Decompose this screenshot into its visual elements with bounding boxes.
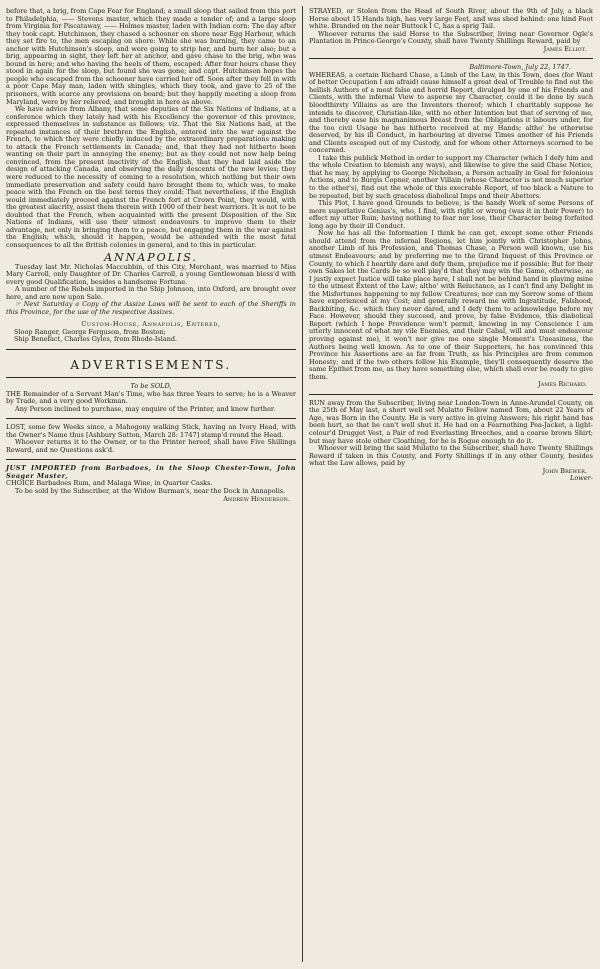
notice-now-he-has: Now he has all the Information I think he can get, except some other Friends should attend from the infernal Regions, let him jointly with Christopher Johns, another Limb of his Profession, and Thomas Chase, a Person well known, use his utmost Endeavours; and by preferring me to the Grand Inquest of this Province or County, to which I heartily dare and defy them, prejudice me if possible: But for their own Sakes let the Cards be so well play'd that they may win the Game, otherwise, as I justly expect Justice will take place here, I shall not be behind hand in playing mine to the utmost Extent of the Law; altho' with Reluctance, as I can't find any Delight in the Misfortunes happening to my fellow Creatures; nor can my Sorrow some of them have experienced at my Cost; and generally reward me with Ingratitude, Falshood, Backbiting, &c. which they never dared, and I defy them to acknowledge before my Face. However, should they succeed, and prove, by false Evidence, this diabolical Report (which I hope Providence won't permit, knowing in my Conscience I am utterly innocent of what my vile Enemies, and their Cabal, will and must endeavour proving against me), it won't nor give me one single Moment's Uneasiness, the Authors being well known. As to one of their Supporters, he has convinced this Province his Assertions are as far from Truth, as his Principles are from common Honesty; and if the two others follow his Example, they'll consequently deserve the same Epithet from me, as they have something else, which shall ever be ready to give them.: [309, 229, 593, 381]
signature-james-elliot: James Elliot.: [543, 44, 587, 53]
signature-james-richard: James Richard.: [538, 380, 587, 389]
annapolis-rebels-notice: A number of the Rebels imported in the Ship Johnson, into Oxford, are brought over here, and are now upon Sale.: [6, 285, 296, 301]
section-divider: [6, 349, 296, 350]
annapolis-headline: ANNAPOLIS.: [104, 250, 198, 264]
ad-strayed-horse: STRAYED, or Stolen from the Head of South River, about the 9th of July, a black Horse about 15 Hands high, has very large Feet, and was shod behind: one hind Foot white. Branded on the near Buttock I C, has a sprig Tail.: [309, 7, 593, 31]
custom-house-entry: Sloop Ranger, George Ferguson, from Boston;: [14, 327, 166, 336]
column-rule: [302, 6, 303, 962]
notice-whereas: WHEREAS, a certain Richard Chase, a Limb of the Law, in this Town, does (for Want of better Occupation I am afraid) cause himself a great deal of Trouble to find out the hellish Authors of a most false and horrid Report, divulged by one of his Friends and Clients, with the infernal View to asperse my Character, could it be done by such bloodthirsty Villains as are the Inventors thereof; which I charitably suppose he intends to discover, Christian-like, with no other Intention but that of serving of me, and thereby ease his magnanimous Breast from the Obligations it labours under, for the too civil Usage he has hitherto received at my Hands; altho' he otherwise deserved, by his ill Conduct, in harbouring at diverse Times another of his Friends and Clients escaped out of my Custody, and for whom other Attorneys scorned to be concerned.: [309, 70, 593, 155]
right-column: [309, 8, 593, 483]
ad-subheading-to-be-sold: To be SOLD,: [130, 381, 172, 390]
ad-divider: [309, 58, 593, 59]
ad-runaway-mulatto: RUN away from the Subscriber, living near London-Town in Anne-Arundel County, on the 25th of May last, a short well set Mulatto Fellow named Tom, about 22 Years of Age, was Born in the County. He is very active in giving Answers; his right hand has been hurt, so that he can't well shut it. He had on a Fearnothing Pea-Jacket, a light-colour'd Drugget Vest, a Pair of red Everlasting Breeches, and a coarse brown Shirt; but may have stole other Cloathing, for he is Rogue enough to do it.: [309, 398, 593, 445]
custom-house-heading: Custom-House, Annapolis, Entered,: [81, 320, 221, 329]
ad-divider: [6, 418, 296, 419]
advertisements-heading: ADVERTISEMENTS.: [70, 357, 232, 372]
signature-john-brewer: John Brewer.: [542, 466, 587, 475]
section-divider: [6, 377, 296, 378]
ad-servant-time-enquire: Any Person inclined to purchase, may enquire of the Printer, and know further.: [15, 404, 276, 413]
ad-just-imported-heading: JUST IMPORTED from Barbadoes, in the Sloop Chester-Town, John Seager Master,: [6, 464, 296, 480]
annapolis-marriage-notice: Tuesday last Mr. Nicholas Maccubbin, of this City, Merchant, was married to Miss Mary Carroll, only Daughter of Dr. Charles Carroll, a young Gentlewoman bless'd with every good Qualification, besides a handsome Fortune.: [6, 262, 296, 286]
signature-andrew-henderson: Andrew Henderson.: [223, 494, 290, 503]
ad-strayed-horse-reward: Whoever returns the said Horse to the Subscriber, living near Governor Ogle's Plantation in Prince-George's County, shall have Twenty Shillings Reward, paid by: [309, 29, 593, 46]
baltimore-dateline: Baltimore-Town, July 22, 1747.: [469, 63, 571, 72]
ad-rum-and-wine: CHOICE Barbadoes Rum, and Malaga Wine, in Quarter Casks.: [6, 479, 213, 488]
ad-lost-stick-reward: Whoever returns it to the Owner, or to the Printer hereof, shall have Five Shillings Reward, and no Questions ask'd.: [6, 438, 296, 454]
catchword: Lower-: [570, 474, 593, 483]
ad-runaway-reward: Whoever will bring the said Mulatto to the Subscriber, shall have Twenty Shillings Reward if taken in this County, and Forty Shillings if in any other County, besides what the Law allows, paid by: [309, 444, 593, 468]
ad-servant-time: THE Remainder of a Servant Man's Time, who has three Years to serve; he is a Weaver by Trade, and a very good Workman.: [6, 389, 296, 406]
ad-lost-stick: LOST, some few Weeks since, a Mahogony walking Stick, having an Ivory Head, with the Owner's Name thus [Ashbury Sutton, March 28: 1747] stamp'd round the Head.: [6, 423, 296, 439]
news-paragraph-six-nations: We have advice from Albany, that some deputies of the Six Nations of Indians, at a conference which they lately had with his Excellency the governor of this province, expressed themselves in substance as follows; viz. That the Six Nations had, at the repeated instances of their brethren the English, entered into the war against the French, to which they were chiefly induced by the extraordinary preparations making to attack the French settlements in Canada; and, that they had not hitherto been wanting on their part in annoying the enemy; but as they could not now help being convinced, from the present inactivity of the English, that they had laid aside the design of attacking Canada, and observing the daily descents of the new levies; they were reduced to the necessity of coming to a resolution, which nothing but their own immediate preservation and safety could have brought them to, which was, to make peace with the French on the best terms they could: That nevertheless, if the English would immediately proceed against the French fort at Crown Point, they would, with the greatest alacrity, assist them therein with 1000 of their best warriors. It is not to be doubted that the French, when acquainted with the present Disposition of the Six Nations of Indians, will use their utmost endeavours to improve them to their advantage, not only in bringing them to a peace, but engaging them in the war against the English; which, should it happen, would be attended with the most fatal consequences to all the British colonies in general, and to this in particular.: [6, 105, 296, 249]
notice-this-plot: This Plot, I have good Grounds to believe, is the handy Work of some Persons of more superlative Genius's, who, I find, with right or wrong (was it in their Power) to effect my utter Ruin; having nothing to fear nor lose, their Character being forfeited long ago by their ill Conduct.: [309, 199, 593, 230]
ad-divider: [6, 459, 296, 460]
annapolis-assize-notice: ☞ Next Saturday a Copy of the Assize Laws will be sent to each of the Sheriffs in this Province, for the use of the respective Assizes.: [6, 300, 296, 316]
custom-house-entry: Ship Benefact, Charles Gyles, from Rhode-Island.: [14, 335, 178, 344]
ad-rum-sold-by: To be sold by the Subscriber, at the Widow Burman's, near the Dock in Annapolis.: [15, 486, 286, 495]
ad-divider: [309, 394, 593, 395]
left-column: [6, 8, 296, 503]
news-paragraph-privateer: before that, a brig, from Cape Fear for England; a small sloop that sailed from this port to Philadelphia, —— Stevens master, which they made a tender of; and a large sloop from Virginia for Piscataway, —— Holmes master, laden with Indian corn: The day after they took capt. Hutchinson, they chased a schooner on shore near Egg Harbour, which they set fire to, the men escaping on shore: While she was burning, they came to an anchor with Hutchinson's sloop, and were going to strip her, and burn her also; but a brig, appearing in sight, they left her at anchor, and gave chase to the brig, who was bound in here; and who having the heels of them, escaped: After four hours chase they stood in again for the sloop, but found she was gone; and capt. Hutchinson hopes the people who escaped from the schooner have carried her off. Soon after they fell in with a poor Cape May man, laden with shingles, which they took, and gave to 25 of the prisoners, with scarce any provisions on board; but they happily meeting a sloop from Maryland, were by her relieved, and brought in here as above.: [6, 7, 296, 106]
notice-publick-method: I take this publick Method in order to support my Character (which I defy him and the whole Creation to blemish any ways), and likewise to give the said Chase Notice, that he may, by applying to George Nicholson, a Person actually in Goal for felonious Actions, and to Burgis Copner, another Villain (whose Character is not much superior to the other's), find out the whole of this execrable Report, of too black a Nature to be repeated, but by such graceless diabolical Imps and their Abettors.: [309, 153, 593, 200]
